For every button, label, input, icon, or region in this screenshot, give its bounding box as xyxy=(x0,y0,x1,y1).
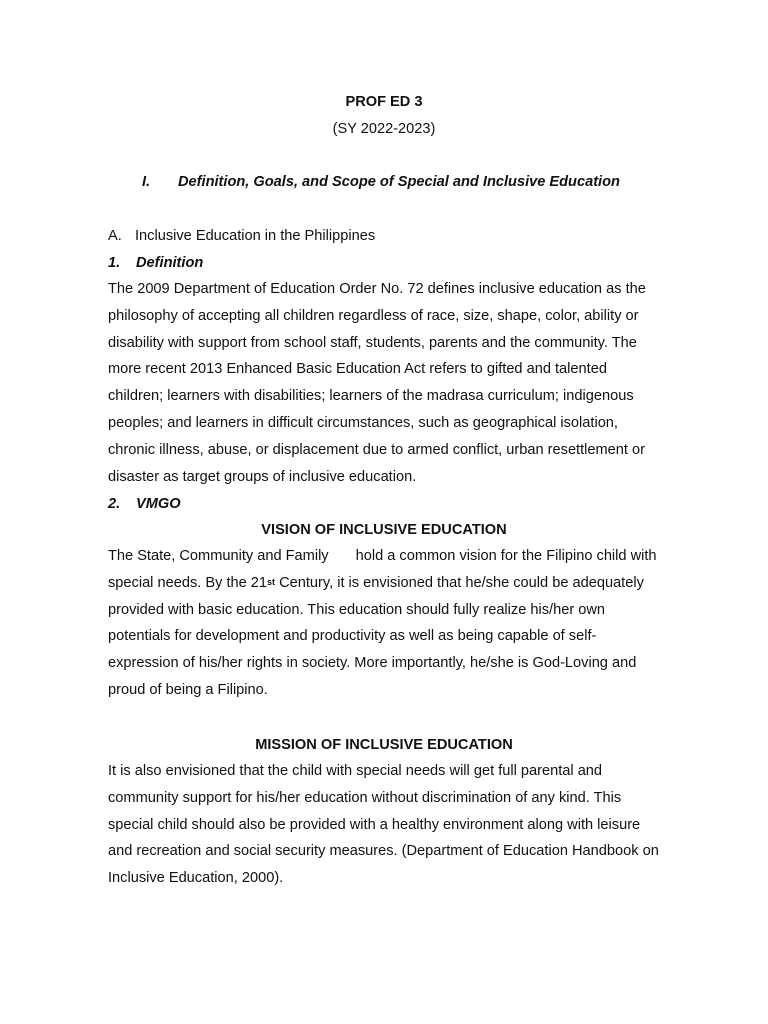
vision-line1-part1: The State, Community and Family xyxy=(108,548,329,564)
paragraph-line: philosophy of accepting all children regardless of race, size, shape, color, ability or xyxy=(108,307,639,324)
vmgo-heading: VMGO xyxy=(136,496,181,512)
paragraph-line: proud of being a Filipino. xyxy=(108,681,268,698)
vision-line1-part2: hold a common vision for the Filipino child with xyxy=(355,548,657,564)
paragraph-line: community support for his/her education without discrimination of any kind. This xyxy=(108,789,622,806)
paragraph-line: expression of his/her rights in society. More importantly, he/she is God-Loving and xyxy=(108,655,637,672)
mission-paragraph xyxy=(108,758,659,892)
paragraph-line: Inclusive Education, 2000). xyxy=(108,870,284,887)
paragraph-line: The 2009 Department of Education Order No. 72 defines inclusive education as the xyxy=(108,281,646,297)
subsection-title: Inclusive Education in the Philippines xyxy=(135,228,376,244)
paragraph-line: It is also envisioned that the child with special needs will get full parental and xyxy=(108,763,603,779)
definition-heading: Definition xyxy=(136,255,204,271)
vision-heading: VISION OF INCLUSIVE EDUCATION xyxy=(261,522,507,538)
definition-paragraph xyxy=(108,276,646,490)
course-title: PROF ED 3 xyxy=(345,94,423,110)
paragraph-line: special child should also be provided with a healthy environment along with leisure xyxy=(108,816,641,833)
paragraph-line xyxy=(108,543,657,570)
paragraph-line: special needs. By the 21st Century, it is envisioned that he/she could be adequately xyxy=(108,574,644,591)
subsection-letter: A. xyxy=(108,228,122,244)
mission-heading: MISSION OF INCLUSIVE EDUCATION xyxy=(255,737,513,753)
paragraph-line: children; learners with disabilities; learners of the madrasa curriculum; indigenous xyxy=(108,388,634,405)
paragraph-line: disaster as target groups of inclusive education. xyxy=(108,468,417,485)
paragraph-line: potentials for development and productivity as well as being capable of self- xyxy=(108,628,597,645)
vision-paragraph xyxy=(108,543,657,704)
definition-number: 1. xyxy=(108,255,121,271)
section-title: Definition, Goals, and Scope of Special and Inclusive Education xyxy=(178,174,620,190)
paragraph-line: more recent 2013 Enhanced Basic Education Act refers to gifted and talented xyxy=(108,361,607,378)
paragraph-line: disability with support from school staff, students, parents and the community. The xyxy=(108,334,637,351)
paragraph-line: provided with basic education. This education should fully realize his/her own xyxy=(108,601,606,618)
vmgo-number: 2. xyxy=(108,496,121,512)
section-numeral: I. xyxy=(142,174,151,190)
paragraph-line: chronic illness, abuse, or displacement due to armed conflict, urban resettlement or xyxy=(108,441,645,458)
superscript: st xyxy=(267,576,276,587)
school-year: (SY 2022-2023) xyxy=(332,121,436,137)
paragraph-line: peoples; and learners in difficult circumstances, such as geographical isolation, xyxy=(108,414,618,431)
paragraph-line: and recreation and social security measures. (Department of Education Handbook on xyxy=(108,843,659,860)
